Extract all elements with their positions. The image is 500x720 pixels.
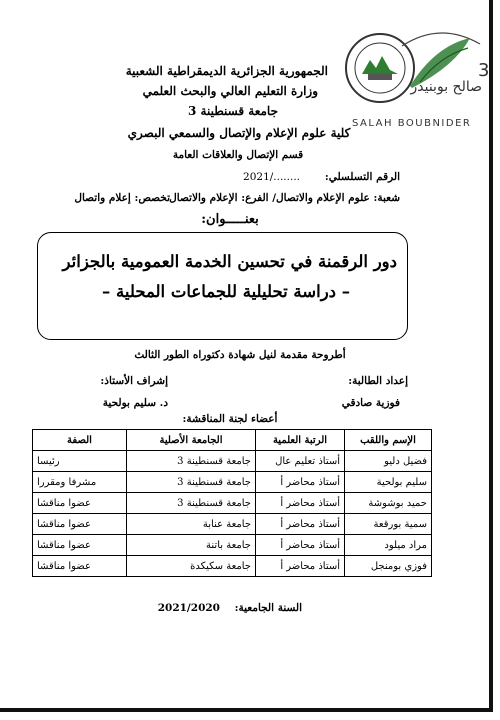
member-name: حميد بوشوشة (345, 493, 432, 514)
member-name: فوزي بومنجل (345, 556, 432, 577)
committee-label: أعضاء لجنة المناقشة: (182, 413, 278, 425)
member-name: فضيل دليو (345, 451, 432, 472)
student-label: إعداد الطالبة: (348, 375, 408, 387)
ministry-line: وزارة التعليم العالي والبحث العلمي (142, 84, 318, 98)
member-name: سليم بولحية (345, 472, 432, 493)
table-row (33, 514, 432, 535)
university-logo (340, 16, 490, 131)
field-line: تخصص: إعلام واتصال (74, 192, 170, 204)
logo-caption: SALAH BOUBNIDER (352, 118, 472, 129)
member-role: رئيسا (33, 451, 127, 472)
member-university: جامعة قسنطينة 3 (127, 472, 256, 493)
title-line-1: دور الرقمنة في تحسين الخدمة العمومية بالجزائر (62, 252, 397, 271)
svg-text:3: 3 (478, 60, 490, 81)
serial-label: الرقم التسلسلي: (324, 171, 400, 183)
member-university: جامعة باتنة (127, 535, 256, 556)
member-rank: أستاذ محاضر أ (256, 556, 345, 577)
member-rank: أستاذ محاضر أ (256, 535, 345, 556)
committee-header-row (33, 430, 432, 451)
faculty-line: كلية علوم الإعلام والإتصال والسمعي البصري (127, 126, 351, 140)
table-row (33, 472, 432, 493)
department-line: قسم الإتصال والعلاقات العامة (172, 149, 304, 161)
header-role: الصفة (33, 430, 127, 451)
member-role: عضوا مناقشا (33, 514, 127, 535)
header-university: الجامعة الأصلية (127, 430, 256, 451)
serial-value: 2021/........ (243, 171, 300, 183)
supervisor-name: د. سليم بولحية (102, 397, 168, 409)
committee-table (32, 429, 432, 577)
title-line-2: – دراسة تحليلية للجماعات المحلية – (102, 282, 350, 301)
table-row (33, 556, 432, 577)
title-label: بعنـــــوان: (201, 212, 259, 227)
academic-year-label: السنة الجامعية: (234, 602, 302, 614)
member-rank: أستاذ محاضر أ (256, 472, 345, 493)
branch-line: شعبة: علوم الإعلام والاتصال/ الفرع: الإعلام والاتصال (169, 192, 400, 204)
table-row (33, 493, 432, 514)
student-name: فوزية صادقي (341, 397, 400, 409)
thesis-description: أطروحة مقدمة لنيل شهادة دكتوراه الطور الثالث (134, 349, 346, 361)
member-university: جامعة سكيكدة (127, 556, 256, 577)
svg-text:صالح بوبنيدر: صالح بوبنيدر (410, 79, 482, 95)
member-university: جامعة قسنطينة 3 (127, 493, 256, 514)
member-university: جامعة عنابة (127, 514, 256, 535)
member-university: جامعة قسنطينة 3 (127, 451, 256, 472)
member-rank: أستاذ محاضر أ (256, 514, 345, 535)
university-line: جامعة قسنطينة 3 (187, 104, 279, 118)
member-role: مشرفا ومقررا (33, 472, 127, 493)
supervisor-label: إشراف الأستاذ: (100, 375, 168, 387)
header-rank: الرتبة العلمية (256, 430, 345, 451)
academic-year-value: 2021/2020 (157, 602, 220, 614)
member-role: عضوا مناقشا (33, 556, 127, 577)
table-row (33, 451, 432, 472)
member-name: مراد ميلود (345, 535, 432, 556)
member-rank: أستاذ تعليم عال (256, 451, 345, 472)
republic-line: الجمهورية الجزائرية الديمقراطية الشعبية (125, 64, 328, 78)
header-name: الإسم واللقب (345, 430, 432, 451)
member-role: عضوا مناقشا (33, 493, 127, 514)
member-rank: أستاذ محاضر أ (256, 493, 345, 514)
member-name: سمية بورقعة (345, 514, 432, 535)
table-row (33, 535, 432, 556)
member-role: عضوا مناقشا (33, 535, 127, 556)
